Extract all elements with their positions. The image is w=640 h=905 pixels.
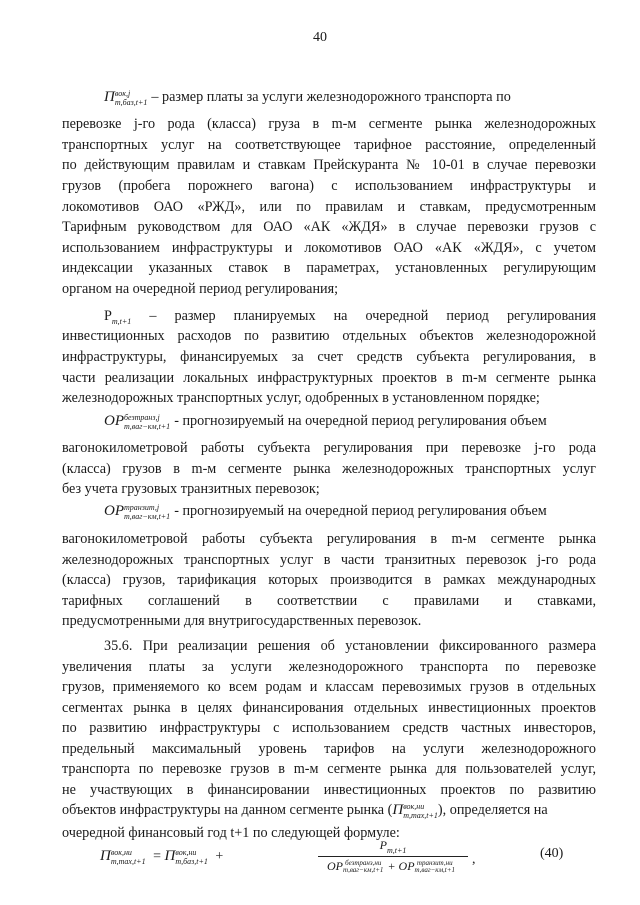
paragraph-line: индексации указанных ставок в параметрах, установленных регулирующим <box>62 260 596 276</box>
formula-40 <box>100 838 600 888</box>
paragraph-line: вагонокилометровой работы субъекта регулирования при перевозке j-го рода <box>62 440 596 456</box>
paragraph-line: увеличения платы за услуги железнодорожного транспорта по перевозке <box>62 659 596 675</box>
paragraph-line: без учета грузовых транзитных перевозок; <box>62 481 320 497</box>
paragraph-line: транспортных услуг на соответствующее тарифное расстояние, определенный <box>62 137 596 153</box>
formula-lhs-and-first-term: П вок,ни m,max,t+1 = П вок,ни m,баз,t+1 + <box>100 848 224 866</box>
paragraph-line: инвестиционных расходов по развитию отдельных объектов железнодорожной <box>62 328 596 344</box>
paragraph-line: по действующим правилам и ставкам Прейскуранта № 10-01 в случае перевозки <box>62 157 596 173</box>
paragraph-line: не участвующих в финансировании инвестиционных проектов по развитию <box>62 782 596 798</box>
paragraph-line: сегментах рынка в целях финансирования отдельных инвестиционных проектов <box>62 700 596 716</box>
paragraph-line-with-symbol: объектов инфраструктуры на данном сегменте рынка (П вок,ни m,max,t+1 ), определяется на <box>62 801 548 820</box>
definition-investment: $P_{m,t+1}$ – размер планируемых на очередной период регулирования <box>104 308 596 326</box>
section-35-6-heading-line: 35.6. При реализации решения об установлении фиксированного размера <box>104 638 596 654</box>
paragraph-line: очередной финансовый год t+1 по следующей формуле: <box>62 825 400 841</box>
definition-nontransit-volume: OP безтранз,j m,ваг−км,t+1 - прогнозируемый на очередной период регулирования объем <box>104 412 547 431</box>
paragraph-line: тарифных соглашений в соответствии с правилами и ставками, <box>62 593 596 609</box>
symbol-base-fee: П <box>104 89 115 105</box>
paragraph-line: (класса) грузов, тарификация которых производится в рамках международных <box>62 572 596 588</box>
paragraph-line: грузов (пробега порожнего вагона) с использованием инфраструктуры и <box>62 178 596 194</box>
page-number: 40 <box>313 30 327 45</box>
paragraph-line: локомотивов ОАО «РЖД», или по правилам и ставкам, предусмотренным <box>62 199 596 215</box>
paragraph-line: перевозке j-го рода (класса) груза в m-м сегменте рынка железнодорожных <box>62 116 596 132</box>
symbol-nontransit: OP <box>104 413 124 429</box>
formula-fraction <box>318 838 468 874</box>
paragraph-line: предусмотренными для внутригосударственных перевозок. <box>62 613 422 629</box>
definition-transit-volume: OP транзит,j m,ваг−км,t+1 - прогнозируемый на очередной период регулирования объем <box>104 502 547 521</box>
definition-base-fee: П вок,j m,баз,t+1 – размер платы за услуги железнодорожного транспорта по <box>104 88 511 107</box>
fraction-denominator: OP безтранз,ни m,ваг−км,t+1 + OP транзит,ни m,ваг−км,t+1 <box>327 859 455 875</box>
paragraph-line: части реализации локальных инфраструктурных проектов в m-м сегменте рынка <box>62 370 596 386</box>
equation-number: (40) <box>540 846 564 861</box>
paragraph-line: по развитию инфраструктуры с использованием средств частных инвесторов, <box>62 720 596 736</box>
paragraph-line: предельный максимальный уровень тарифов на услуги железнодорожного <box>62 741 596 757</box>
paragraph-line: органом на очередной период регулирования; <box>62 281 339 297</box>
paragraph-line: железнодорожных транспортных услуг, одобренных в установленном порядке; <box>62 390 540 406</box>
paragraph-line: транспорта по перевозке грузов в m-м сегменте рынка для пользователей услуг, <box>62 761 596 777</box>
paragraph-line: вагонокилометровой работы субъекта регулирования в m-м сегменте рынка <box>62 531 596 547</box>
symbol-investment: $P_{m,t+1}$ <box>104 308 132 326</box>
paragraph-line: Тарифным руководством для ОАО «АК «ЖДЯ» в случае перевозки грузов с <box>62 219 596 235</box>
paragraph-line: (класса) грузов в m-м сегменте рынка железнодорожных транспортных услуг <box>62 461 596 477</box>
paragraph-line: использованием инфраструктуры и локомотивов ОАО «АК «ЖДЯ», с учетом <box>62 240 596 256</box>
paragraph-line: инфраструктуры, финансируемых за счет средств субъекта регулирования, в <box>62 349 596 365</box>
fraction-numerator: $P_{m,t+1}$ <box>318 838 468 857</box>
symbol-transit: OP <box>104 503 124 519</box>
paragraph-line: железнодорожных транспортных услуг в части транзитных перевозок j-го рода <box>62 552 596 568</box>
paragraph-line: грузов, применяемого ко всем родам и классам перевозимых грузов в отдельных <box>62 679 596 695</box>
symbol-max-tariff: П <box>392 802 404 818</box>
formula-comma: , <box>472 852 476 867</box>
